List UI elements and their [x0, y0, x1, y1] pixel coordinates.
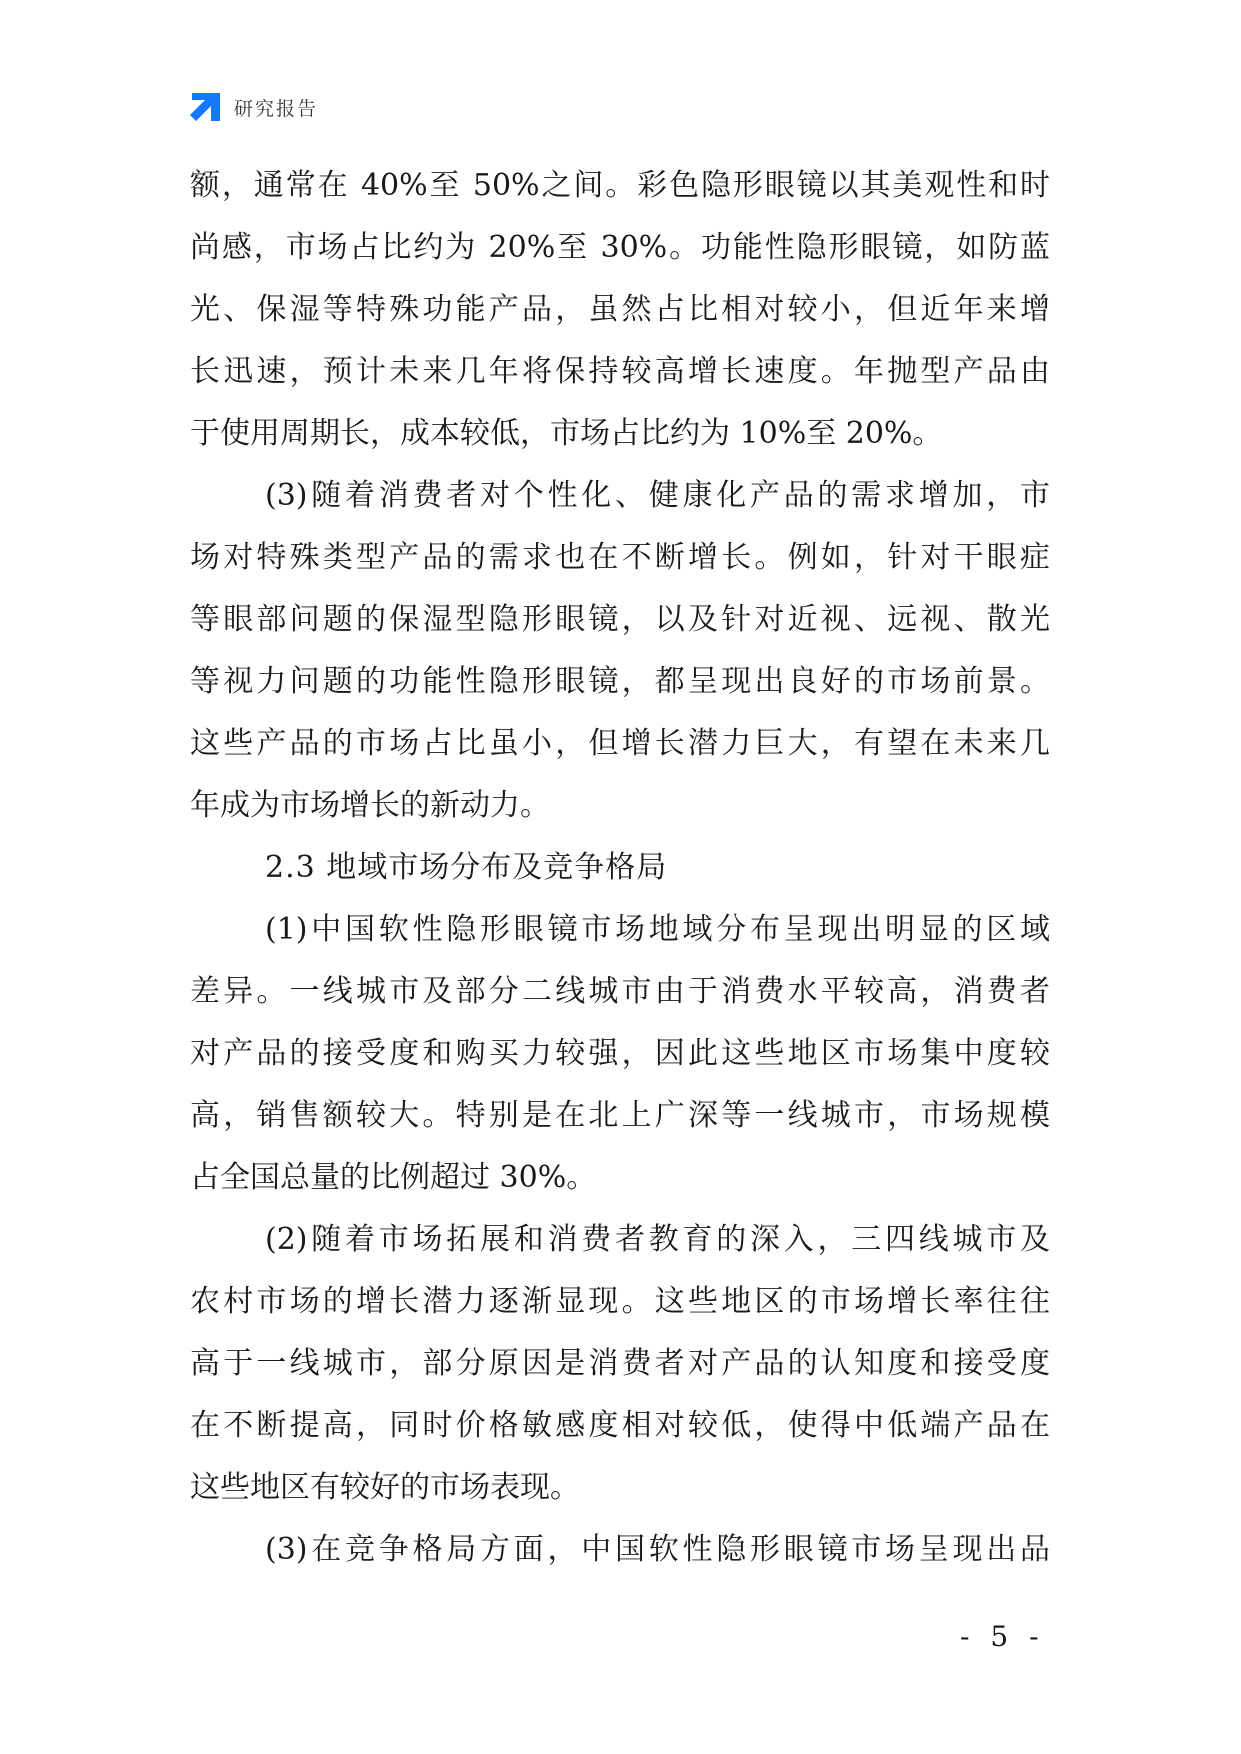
text-line: (2)随着市场拓展和消费者教育的深入，三四线城市及 [265, 1222, 1050, 1257]
text-line: 等眼部问题的保湿型隐形眼镜，以及针对近视、远视、散光 [190, 602, 1050, 637]
text-line: 年成为市场增长的新动力。 [190, 788, 550, 823]
paragraph [190, 1519, 1050, 1581]
section-heading: 2.3 地域市场分布及竞争格局 [265, 850, 668, 885]
text-line: 在不断提高，同时价格敏感度相对较低，使得中低端产品在 [190, 1408, 1050, 1443]
text-line: 占全国总量的比例超过 30%。 [190, 1160, 597, 1195]
text-line: 这些产品的市场占比虽小，但增长潜力巨大，有望在未来几 [190, 726, 1050, 761]
text-line: (1)中国软性隐形眼镜市场地域分布呈现出明显的区域 [265, 912, 1050, 947]
text-line: 农村市场的增长潜力逐渐显现。这些地区的市场增长率往往 [190, 1284, 1050, 1319]
text-line: (3)随着消费者对个性化、健康化产品的需求增加，市 [265, 478, 1050, 513]
paragraph [190, 1209, 1050, 1519]
text-line: (3)在竞争格局方面，中国软性隐形眼镜市场呈现出品 [265, 1532, 1050, 1567]
text-line: 额，通常在 40%至 50%之间。彩色隐形眼镜以其美观性和时 [190, 168, 1050, 203]
text-line: 高于一线城市，部分原因是消费者对产品的认知度和接受度 [190, 1346, 1050, 1381]
text-line: 于使用周期长，成本较低，市场占比约为 10%至 20%。 [190, 416, 943, 451]
page-number: - 5 - [960, 1620, 1045, 1653]
text-line: 光、保湿等特殊功能产品，虽然占比相对较小，但近年来增 [190, 292, 1050, 327]
text-line: 尚感，市场占比约为 20%至 30%。功能性隐形眼镜，如防蓝 [190, 230, 1050, 265]
arrow-up-right-icon [190, 91, 222, 123]
document-body [190, 155, 1050, 1581]
text-line: 对产品的接受度和购买力较强，因此这些地区市场集中度较 [190, 1036, 1050, 1071]
report-header [190, 88, 318, 126]
text-line: 场对特殊类型产品的需求也在不断增长。例如，针对干眼症 [190, 540, 1050, 575]
text-line: 差异。一线城市及部分二线城市由于消费水平较高，消费者 [190, 974, 1050, 1009]
header-title: 研究报告 [234, 97, 319, 120]
paragraph [190, 155, 1050, 465]
paragraph [190, 899, 1050, 1209]
text-line: 高，销售额较大。特别是在北上广深等一线城市，市场规模 [190, 1098, 1050, 1133]
text-line: 这些地区有较好的市场表现。 [190, 1470, 580, 1505]
text-line: 长迅速，预计未来几年将保持较高增长速度。年抛型产品由 [190, 354, 1050, 389]
paragraph [190, 465, 1050, 837]
text-line: 等视力问题的功能性隐形眼镜，都呈现出良好的市场前景。 [190, 664, 1050, 699]
